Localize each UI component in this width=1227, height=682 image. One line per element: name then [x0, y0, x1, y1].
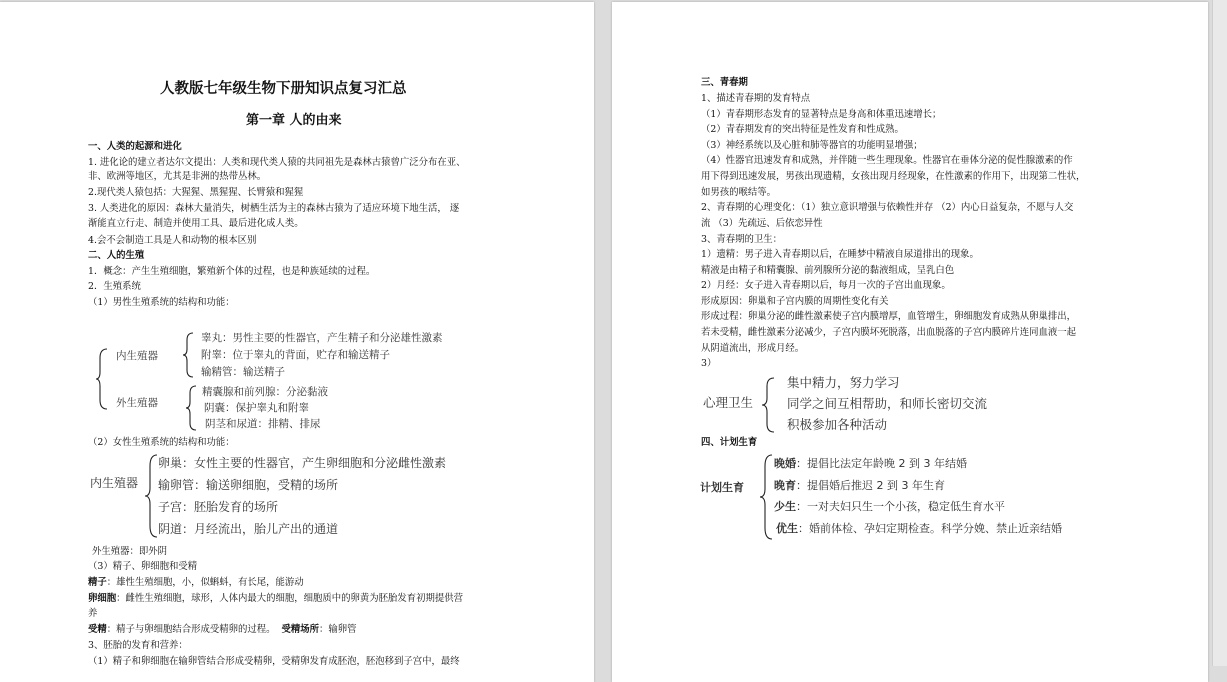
diagram-item: 附睾：位于睾丸的背面，贮存和输送精子 — [201, 349, 390, 361]
term: 晚育 — [774, 479, 796, 492]
diagram-item: 输卵管：输送卵细胞，受精的场所 — [158, 478, 339, 492]
paragraph: （2）女性生殖系统的结构和功能： — [88, 437, 235, 448]
diagram-item: 输精管：输送精子 — [201, 366, 285, 378]
paragraph: 用下得到迅速发展，男孩出现遗精，女孩出现月经现象，在性激素的作用下，出现第二性状， — [701, 171, 1086, 182]
term: 晚婚 — [774, 457, 796, 470]
paragraph: （3）神经系统以及心脏和肺等器官的功能明显增强； — [701, 140, 923, 151]
diagram-item: 集中精力，努力学习 — [787, 375, 900, 390]
diagram-item: 阴茎和尿道：排精、排尿 — [205, 418, 321, 430]
paragraph: 2）月经：女子进入青春期以后，每月一次的子宫出血现象。 — [701, 280, 951, 291]
diagram-item: 睾丸：男性主要的性器官，产生精子和分泌雄性激素 — [201, 332, 443, 344]
term: 精子 — [88, 577, 107, 588]
diagram-item — [774, 500, 1005, 513]
paragraph: 3、胚胎的发育和营养： — [88, 640, 188, 651]
diagram-label-psych: 心理卫生 — [703, 395, 754, 410]
paragraph: 3、青春期的卫生： — [701, 234, 782, 245]
diagram-item: 同学之间互相帮助，和师长密切交流 — [787, 396, 988, 411]
paragraph: 2、青春期的心理变化：（1）独立意识增强与依赖性并存 （2）内心日益复杂，不愿与人交 — [701, 202, 1074, 213]
diagram-item: 积极参加各种活动 — [787, 417, 888, 432]
paragraph: 若未受精，雌性激素分泌减少，子宫内膜坏死脱落，出血脱落的子宫内膜碎片连同血液一起 — [701, 327, 1077, 338]
paragraph: 1）遗精：男子进入青春期以后，在睡梦中精液自尿道排出的现象。 — [701, 249, 979, 260]
paragraph: （1）男性生殖系统的结构和功能： — [88, 297, 235, 308]
definition: ：雌性生殖细胞，球形，人体内最大的细胞，细胞质中的卵黄为胚胎发育初期提供营 — [116, 593, 464, 604]
diagram-label-internal: 内生殖器 — [116, 350, 158, 362]
diagram-item: 子宫：胚胎发育的场所 — [158, 500, 279, 514]
paragraph: 养 — [88, 608, 98, 619]
paragraph: 形成过程：卵巢分泌的雌性激素使子宫内膜增厚，血管增生，卵细胞发育成熟从卵巢排出， — [701, 311, 1077, 322]
diagram-item: 阴囊：保护睾丸和附睾 — [204, 402, 309, 414]
paragraph: 从阴道流出，形成月经。 — [701, 343, 805, 354]
section-heading: 一、人类的起源和进化 — [88, 141, 182, 152]
paragraph: 3） — [701, 358, 717, 369]
diagram-item: 阴道：月经流出，胎儿产出的通道 — [158, 522, 339, 536]
section-heading: 二、人的生殖 — [88, 250, 145, 261]
paragraph: 如男孩的喉结等。 — [701, 187, 777, 198]
paragraph: 1、描述青春期的发育特点 — [701, 93, 811, 104]
definition: ：婚前体检、孕妇定期检查。科学分娩、禁止近亲结婚 — [798, 522, 1062, 535]
definition: ：提倡比法定年龄晚 2 到 3 年结婚 — [796, 457, 967, 470]
paragraph: 3. 人类进化的原因：森林大量消失，树栖生活为主的森林古猿为了适应环境下地生活， 逐 — [88, 203, 460, 214]
chapter-heading: 第一章 人的由来 — [246, 113, 342, 128]
vertical-scrollbar[interactable] — [1212, 0, 1227, 666]
diagram-label-plan: 计划生育 — [700, 481, 744, 494]
diagram-item — [774, 457, 967, 470]
diagram-item — [774, 479, 945, 492]
definition: ：提倡婚后推迟 2 到 3 年生育 — [796, 479, 945, 492]
brace-internal — [183, 332, 195, 378]
section-heading: 三、青春期 — [701, 77, 748, 88]
term: 优生 — [776, 522, 798, 535]
brace-plan — [760, 454, 774, 540]
paragraph: 1. 进化论的建立者达尔文提出：人类和现代类人猿的共同祖先是森林古猿曾广泛分布在亚、 — [88, 157, 466, 168]
paragraph: 流 （3）先疏远、后依恋异性 — [701, 218, 823, 229]
paragraph: 非、欧洲等地区，尤其是非洲的热带丛林。 — [88, 171, 267, 182]
paragraph: 1．概念：产生生殖细胞，繁殖新个体的过程，也是种族延续的过程。 — [88, 266, 376, 277]
brace-psych — [762, 377, 776, 433]
definition: ：输卵管 — [319, 624, 357, 635]
diagram-item: 卵巢：女性主要的性器官，产生卵细胞和分泌雌性激素 — [158, 456, 447, 470]
diagram-item — [776, 522, 1062, 535]
definition: ：精子与卵细胞结合形成受精卵的过程。 — [106, 624, 276, 635]
paragraph: （2）青春期发育的突出特征是性发育和性成熟。 — [701, 124, 904, 135]
paragraph — [88, 576, 304, 589]
paragraph: 形成原因：卵巢和子宫内膜的周期性变化有关 — [701, 296, 889, 307]
brace-outer — [96, 348, 110, 410]
paragraph: （3）精子、卵细胞和受精 — [88, 561, 198, 572]
document-title: 人教版七年级生物下册知识点复习汇总 — [160, 80, 407, 97]
diagram-label-female: 内生殖器 — [90, 476, 139, 490]
diagram-label-external: 外生殖器 — [116, 397, 158, 409]
term: 受精 — [88, 624, 107, 635]
document-page-2 — [612, 2, 1208, 682]
term: 卵细胞 — [88, 593, 117, 604]
paragraph: （4）性器官迅速发育和成熟，并伴随一些生理现象。性器官在垂体分泌的促性腺激素的作 — [701, 155, 1073, 166]
paragraph — [88, 592, 463, 605]
brace-external — [186, 385, 198, 431]
term: 受精场所 — [281, 624, 320, 635]
paragraph: （1）精子和卵细胞在输卵管结合形成受精卵，受精卵发育成胚泡，胚泡移到子宫中，最终 — [88, 656, 460, 667]
definition: ：一对夫妇只生一个小孩，稳定低生育水平 — [796, 500, 1005, 513]
paragraph — [88, 623, 357, 636]
paragraph: 精液是由精子和精囊腺、前列腺所分泌的黏液组成，呈乳白色 — [701, 265, 955, 276]
paragraph: 2.现代类人猿包括：大猩猩、黑猩猩、长臂猿和猩猩 — [88, 187, 304, 198]
paragraph: 2．生殖系统 — [88, 281, 141, 292]
section-heading: 四、计划生育 — [701, 437, 758, 448]
paragraph: 外生殖器：即外阴 — [92, 546, 168, 557]
definition: ：雄性生殖细胞，小，似蝌蚪，有长尾，能游动 — [106, 577, 304, 588]
document-page-1 — [0, 2, 594, 682]
brace-female — [145, 454, 159, 538]
term: 少生 — [774, 500, 796, 513]
paragraph: 渐能直立行走、制造并使用工具、最后进化成人类。 — [88, 218, 304, 229]
diagram-item: 精囊腺和前列腺：分泌黏液 — [202, 386, 328, 398]
paragraph: 4.会不会制造工具是人和动物的根本区别 — [88, 235, 257, 246]
paragraph: （1）青春期形态发育的显著特点是身高和体重迅速增长； — [701, 109, 942, 120]
